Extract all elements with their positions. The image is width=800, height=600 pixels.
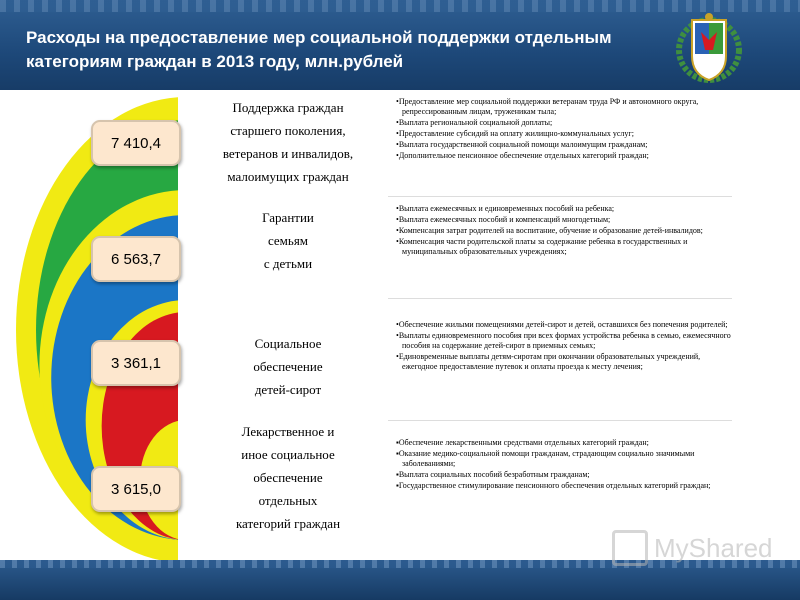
list-item [394, 438, 734, 448]
list-item-text: Обеспечение лекарственными средствами отдельных категорий граждан; [398, 438, 649, 447]
bullet-glyph: • [396, 204, 399, 213]
list-item [394, 226, 734, 236]
list-item-text: Компенсация части родительской платы за содержание ребенка в государственных и муниципальных образовательных учреждениях; [398, 237, 688, 256]
list-item-text: Обеспечение жилыми помещениями детей-сирот и детей, оставшихся без попечения родителей; [398, 320, 728, 329]
badge-family-value: 6 563,7 [91, 236, 181, 282]
bullet-glyph: ▪ [396, 481, 399, 490]
bullet-glyph: • [396, 237, 399, 246]
list-item [394, 352, 734, 372]
list-item [394, 151, 734, 161]
list-item [394, 118, 734, 128]
list-item [394, 129, 734, 139]
list-item [394, 97, 734, 117]
bullet-glyph: • [396, 129, 399, 138]
details-elderly [394, 97, 734, 162]
details-family [394, 204, 734, 258]
list-item [394, 481, 734, 491]
list-item-text: Выплата ежемесячных и единовременных пособий на ребенка; [398, 204, 615, 213]
category-title-line: обеспечение [253, 359, 323, 374]
category-title-line: иное социальное [241, 447, 335, 462]
category-title-family [208, 206, 368, 275]
details-orphans [394, 320, 734, 373]
category-title-line: Лекарственное и [241, 424, 335, 439]
list-item [394, 215, 734, 225]
page-title-line1: Расходы на предоставление мер социальной поддержки отдельным [26, 28, 612, 47]
section-divider [388, 298, 732, 299]
section-divider [388, 420, 732, 421]
list-item-text: Государственное стимулирование пенсионного обеспечения отдельных категорий граждан; [398, 481, 711, 490]
details-medical [394, 438, 734, 492]
section-divider [388, 196, 732, 197]
category-title-orphans [208, 332, 368, 401]
list-item-text: Выплаты единовременного пособия при всех формах устройства ребенка в семью, ежемесячного пособия на содержание детей-сирот в приемных семьях; [398, 331, 731, 350]
list-item [394, 470, 734, 480]
list-item-text: Дополнительное пенсионное обеспечение отдельных категорий граждан; [398, 151, 649, 160]
watermark [612, 532, 773, 568]
watermark-text: MyShared [654, 532, 773, 563]
category-title-medical [208, 420, 368, 535]
list-item-text: Выплата социальных пособий безработным гражданам; [398, 470, 590, 479]
page-title-line2: категориям граждан в 2013 году, млн.рублей [26, 52, 404, 71]
list-item [394, 320, 734, 330]
category-title-line: семьям [267, 233, 309, 248]
category-title-line: Гарантии [262, 210, 314, 225]
badge-elderly-value: 7 410,4 [91, 120, 181, 166]
bullet-glyph: • [396, 97, 399, 106]
list-item-text: Единовременные выплаты детям-сиротам при окончании образовательных учреждений, ежегодное предоставление путевок и оплаты проезда к месту лечения; [398, 352, 701, 371]
category-title-line: старшего поколения, [230, 123, 346, 138]
list-item [394, 237, 734, 257]
watermark-logo-icon [612, 530, 648, 566]
list-item-text: Предоставление мер социальной поддержки ветеранам труда РФ и автономного округа, репрессированным лицам, труженикам тыла; [398, 97, 699, 116]
category-title-line: с детьми [263, 256, 313, 271]
list-item [394, 140, 734, 150]
category-title-line: категорий граждан [235, 516, 341, 531]
bullet-glyph: • [396, 352, 399, 361]
list-item-text: Оказание медико-социальной помощи гражданам, страдающим социально значимыми заболеваниями; [398, 449, 695, 468]
list-item-text: Выплата ежемесячных пособий и компенсаций многодетным; [398, 215, 611, 224]
bullet-glyph: • [396, 151, 399, 160]
bullet-glyph: • [396, 118, 399, 127]
category-title-line: Поддержка граждан [232, 100, 344, 115]
list-item [394, 331, 734, 351]
badge-orphans-value: 3 361,1 [91, 340, 181, 386]
bullet-glyph: • [396, 320, 399, 329]
list-item-text: Предоставление субсидий на оплату жилищно-коммунальных услуг; [398, 129, 634, 138]
list-item [394, 204, 734, 214]
category-title-line: отдельных [258, 493, 318, 508]
badge-medical-value: 3 615,0 [91, 466, 181, 512]
list-item-text: Компенсация затрат родителей на воспитание, обучение и образование детей-инвалидов; [398, 226, 703, 235]
bullet-glyph: ▪ [396, 449, 399, 458]
category-title-line: обеспечение [253, 470, 323, 485]
bullet-glyph: ▪ [396, 470, 399, 479]
list-item-text: Выплата государственной социальной помощи малоимущим гражданам; [398, 140, 648, 149]
bullet-glyph: • [396, 226, 399, 235]
category-title-elderly [208, 96, 368, 188]
category-title-line: ветеранов и инвалидов, [222, 146, 354, 161]
bullet-glyph: ▪ [396, 438, 399, 447]
category-title-line: детей-сирот [254, 382, 322, 397]
list-item [394, 449, 734, 469]
bullet-glyph: • [396, 215, 399, 224]
list-item-text: Выплата региональной социальной доплаты; [398, 118, 553, 127]
category-title-line: Социальное [254, 336, 322, 351]
bullet-glyph: • [396, 140, 399, 149]
bullet-glyph: • [396, 331, 399, 340]
category-title-line: малоимущих граждан [227, 169, 349, 184]
